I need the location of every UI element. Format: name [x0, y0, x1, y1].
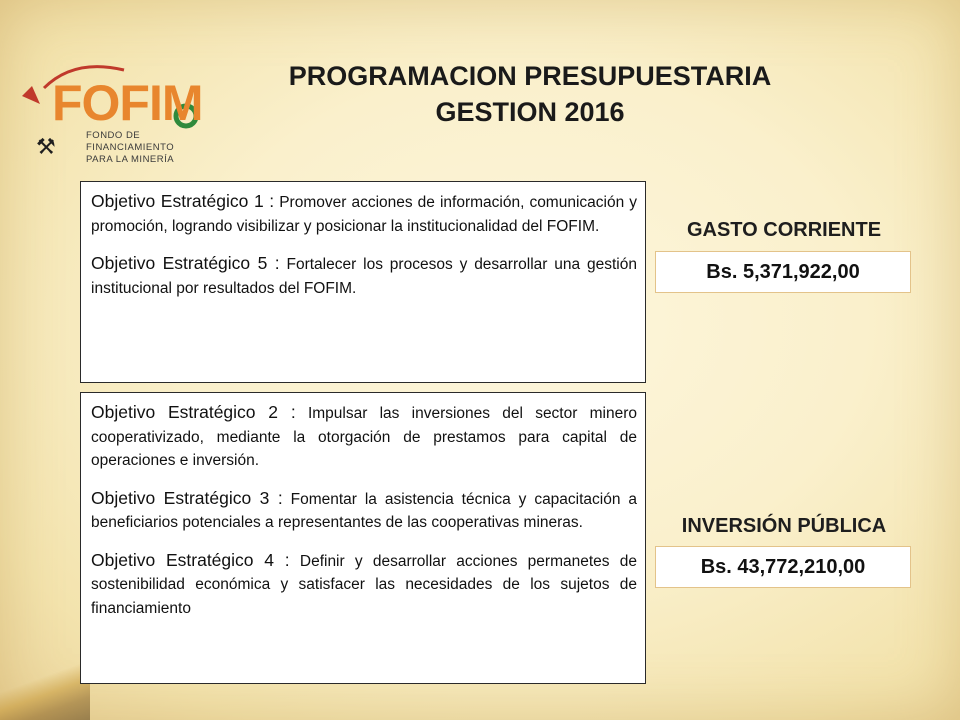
logo-subtitle — [86, 130, 174, 166]
objective-3 — [91, 487, 637, 535]
objective-2 — [91, 401, 637, 473]
objective-5 — [91, 252, 637, 300]
inversion-publica-amount: Bs. 43,772,210,00 — [655, 546, 911, 588]
logo-wordmark: FOFIM — [52, 75, 203, 131]
objectives-box-gasto-corriente — [80, 181, 646, 383]
logo-subtitle-line: PARA LA MINERÍA — [86, 154, 175, 165]
objective-text: Fortalecer los procesos y desarrollar una gestión institucional por resultados del FOFIM. — [91, 256, 637, 297]
objective-heading: Objetivo Estratégico 1 : — [91, 191, 275, 211]
pick-hammer-icon: ⚒ — [36, 134, 56, 159]
objectives-box-inversion-publica — [80, 392, 646, 684]
title-line-2: GESTION 2016 — [435, 97, 625, 127]
logo-subtitle-line: FONDO DE — [86, 130, 141, 141]
inversion-publica-label: INVERSIÓN PÚBLICA — [681, 515, 887, 537]
objective-text: Definir y desarrollar acciones permanetes de sostenibilidad económica y satisfacer las necesidades de los sujetos de financiamiento — [91, 552, 637, 617]
fofim-logo — [8, 58, 208, 168]
title-line-1: PROGRAMACION PRESUPUESTARIA — [288, 61, 772, 91]
logo-subtitle-line: FINANCIAMIENTO — [86, 142, 175, 153]
objective-heading: Objetivo Estratégico 3 : — [91, 487, 283, 508]
gasto-corriente-amount: Bs. 5,371,922,00 — [655, 251, 911, 293]
objective-4 — [91, 549, 637, 621]
objective-text: Promover acciones de información, comunicación y promoción, logrando visibilizar y posicionar la institucionalidad del FOFIM. — [91, 194, 638, 235]
objective-1 — [91, 190, 637, 238]
gold-bars-decoration — [0, 660, 90, 720]
objective-heading: Objetivo Estratégico 4 : — [91, 549, 290, 570]
objective-text: Fomentar la asistencia técnica y capacitación a beneficiarios potenciales a representantes de las cooperativas mineras. — [91, 490, 638, 531]
objective-heading: Objetivo Estratégico 5 : — [91, 253, 280, 273]
objective-text: Impulsar las inversiones del sector minero cooperativizado, mediante la otorgación de prestamos para capital de operaciones e inversión. — [91, 405, 638, 469]
page-title — [200, 58, 860, 130]
objective-heading: Objetivo Estratégico 2 : — [91, 402, 296, 422]
gasto-corriente-label: GASTO CORRIENTE — [686, 219, 882, 241]
